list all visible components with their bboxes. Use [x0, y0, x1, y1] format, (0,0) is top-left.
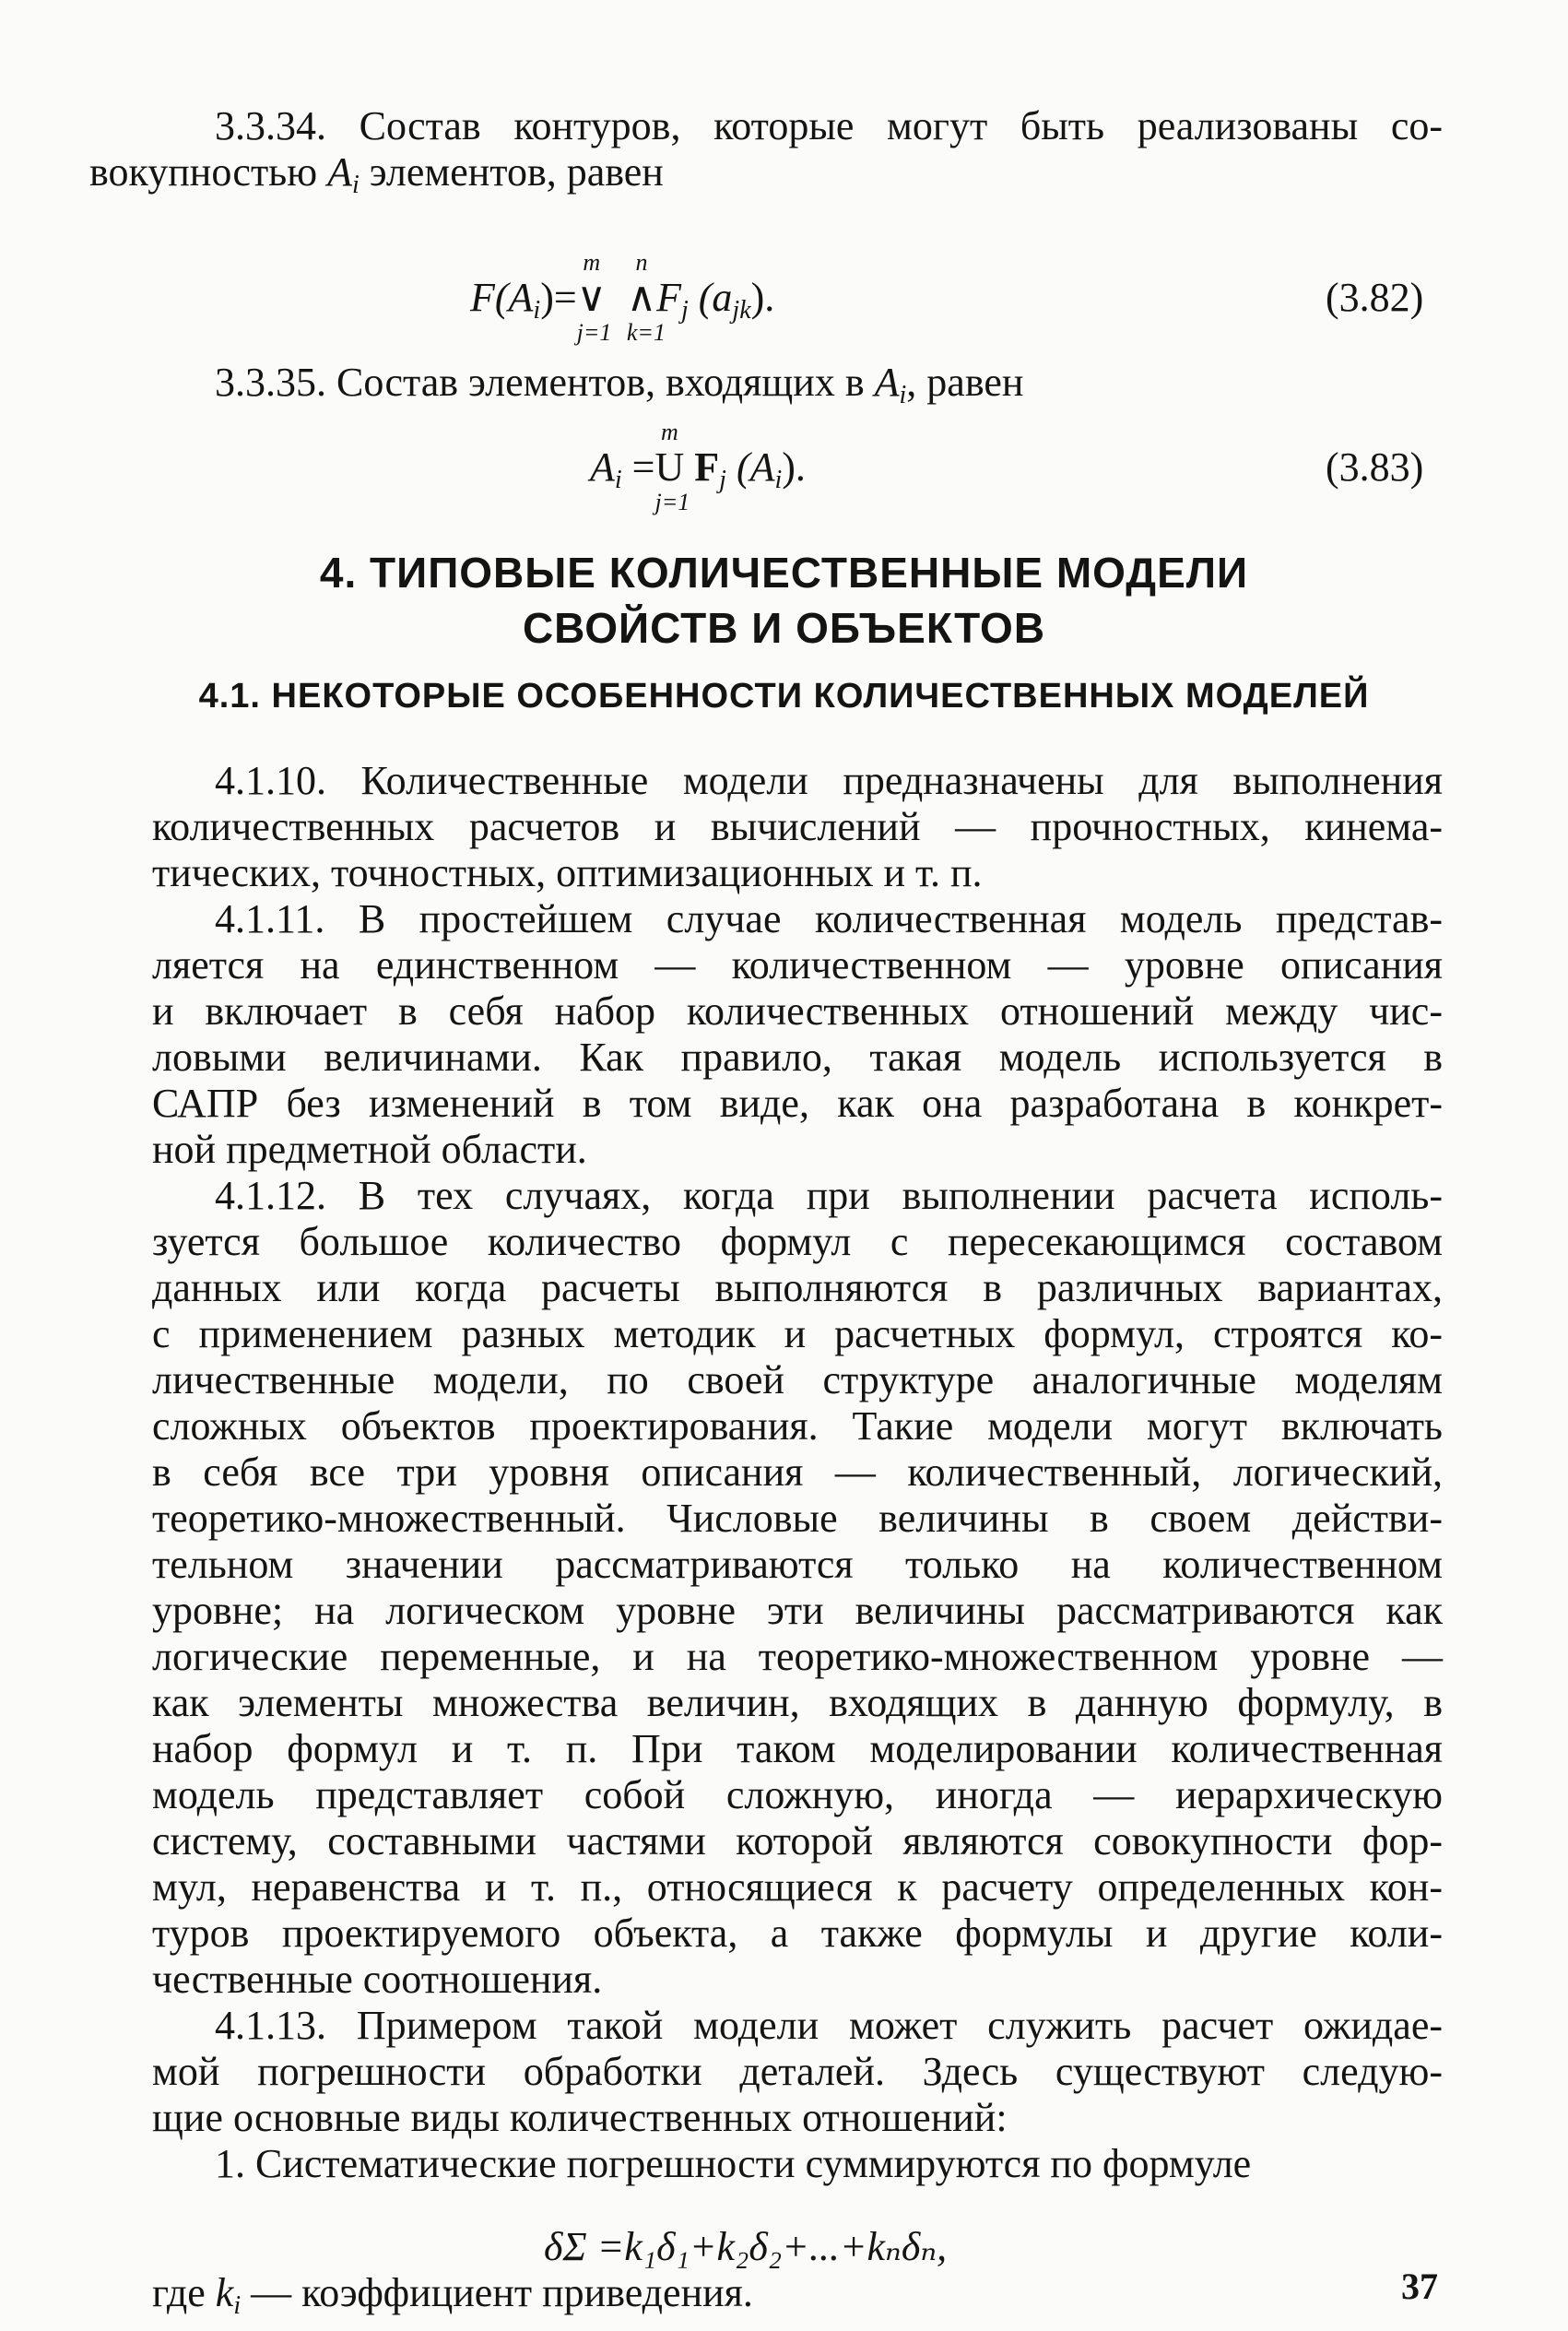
where-tail: — коэффициент приведения. [241, 2270, 753, 2315]
text-line: 3.3.34. Состав контуров, которые могут быть реализованы со- [215, 103, 1443, 148]
text-line: зуется большое количество формул с пересекающимся составом [152, 1219, 1443, 1264]
text-line: модель представляет собой сложную, иногда — иерархическую [152, 1772, 1443, 1817]
text-line: тельном значении рассматриваются только на количественном [152, 1542, 1443, 1587]
text-line: 4.1.13. Примером такой модели может служить расчет ожидае- [215, 2003, 1443, 2048]
text-line: с применением разных методик и расчетных формул, строятся ко- [152, 1311, 1443, 1356]
text-line: тических, точностных, оптимизационных и т. п. [152, 850, 983, 895]
where-variable-index: i [233, 2291, 242, 2320]
paragraph-3-3-34 [89, 103, 1443, 208]
text-line: количественных расчетов и вычислений — прочностных, кинема- [152, 804, 1443, 849]
text-line: теоретико-множественный. Числовые величины в своем действи- [152, 1496, 1443, 1541]
text-line: в себя все три уровня описания — количественный, логический, [152, 1449, 1443, 1495]
equation-number: (3.83) [1326, 444, 1424, 490]
paragraph-3-3-35: 3.3.35. Состав элементов, входящих в $A_i$, равен [215, 360, 1024, 409]
where-prefix: где [152, 2270, 216, 2315]
list-item-1: 1. Систематические погрешности суммируются по формуле [215, 2141, 1252, 2186]
text-line: 4.1.11. В простейшем случае количественная модель представ- [215, 896, 1443, 941]
text-line: мул, неравенства и т. п., относящиеся к расчету определенных кон- [152, 1864, 1443, 1910]
paragraph-4-1-11 [152, 896, 1443, 1173]
disjunction-operator: m ∨ j=1 [576, 249, 612, 346]
formula-3-82: $F(A_i)=$ m ∨ j=1 n ∧ k=1 $F_j$ $(a_{jk})$. [470, 249, 775, 346]
text-line: ной предметной области. [152, 1127, 587, 1172]
section-title: 4.1. НЕКОТОРЫЕ ОСОБЕННОСТИ КОЛИЧЕСТВЕННЫХ МОДЕЛЕЙ [198, 677, 1370, 716]
text-line: систему, составными частями которой являются совокупности фор- [152, 1818, 1443, 1864]
union-operator: m U j=1 [654, 419, 690, 515]
text-line: мой погрешности обработки деталей. Здесь существуют следую- [152, 2049, 1443, 2094]
text-line: 4.1.12. В тех случаях, когда при выполнении расчета исполь- [215, 1173, 1443, 1218]
text-line: как элементы множества величин, входящих в данную формулу, в [152, 1680, 1443, 1725]
where-note [152, 2270, 1443, 2329]
text-line: и включает в себя набор количественных отношений между чис- [152, 988, 1443, 1034]
text-line: 4.1.10. Количественные модели предназначены для выполнения [215, 758, 1443, 803]
paragraph-4-1-12 [152, 1173, 1443, 2003]
text-line: щие основные виды количественных отношений: [152, 2095, 1008, 2140]
text-line: сложных объектов проектирования. Такие модели могут включать [152, 1403, 1443, 1449]
text-line: чественные соотношения. [152, 1957, 603, 2002]
text-line: данных или когда расчеты выполняются в различных вариантах, [152, 1265, 1443, 1310]
text-line: логические переменные, и на теоретико-множественном уровне — [152, 1634, 1443, 1679]
chapter-title: СВОЙСТВ И ОБЪЕКТОВ [522, 604, 1046, 652]
page-number: 37 [1401, 2266, 1438, 2307]
text-line: ловыми величинами. Как правило, такая модель используется в [152, 1035, 1443, 1080]
chapter-title: 4. ТИПОВЫЕ КОЛИЧЕСТВЕННЫЕ МОДЕЛИ [319, 549, 1249, 597]
text-line: туров проектируемого объекта, а также формулы и другие коли- [152, 1911, 1443, 1956]
text-line: уровне; на логическом уровне эти величины рассматриваются как [152, 1588, 1443, 1633]
text-line: набор формул и т. п. При таком моделировании количественная [152, 1726, 1443, 1771]
text-line: вокупностью $A_i$ элементов, равен [89, 149, 664, 199]
text-line: личественные модели, по своей структуре аналогичные моделям [152, 1357, 1443, 1402]
equation-number: (3.82) [1326, 275, 1424, 320]
text-line: ляется на единственном — количественном — уровне описания [152, 942, 1443, 988]
text-line: САПР без изменений в том виде, как она разработана в конкрет- [152, 1081, 1443, 1126]
paragraph-4-1-13 [152, 2003, 1443, 2141]
conjunction-operator: n ∧ k=1 [626, 249, 666, 346]
paragraph-4-1-10 [152, 758, 1443, 896]
formula-sum-errors: δΣ =k₁δ₁+k₂δ₂+...+kₙδₙ, [544, 2224, 948, 2269]
where-variable: k [215, 2270, 234, 2315]
formula-3-83: $A_i$ = m U j=1 $F_j$ $(A_i)$. [590, 419, 806, 515]
